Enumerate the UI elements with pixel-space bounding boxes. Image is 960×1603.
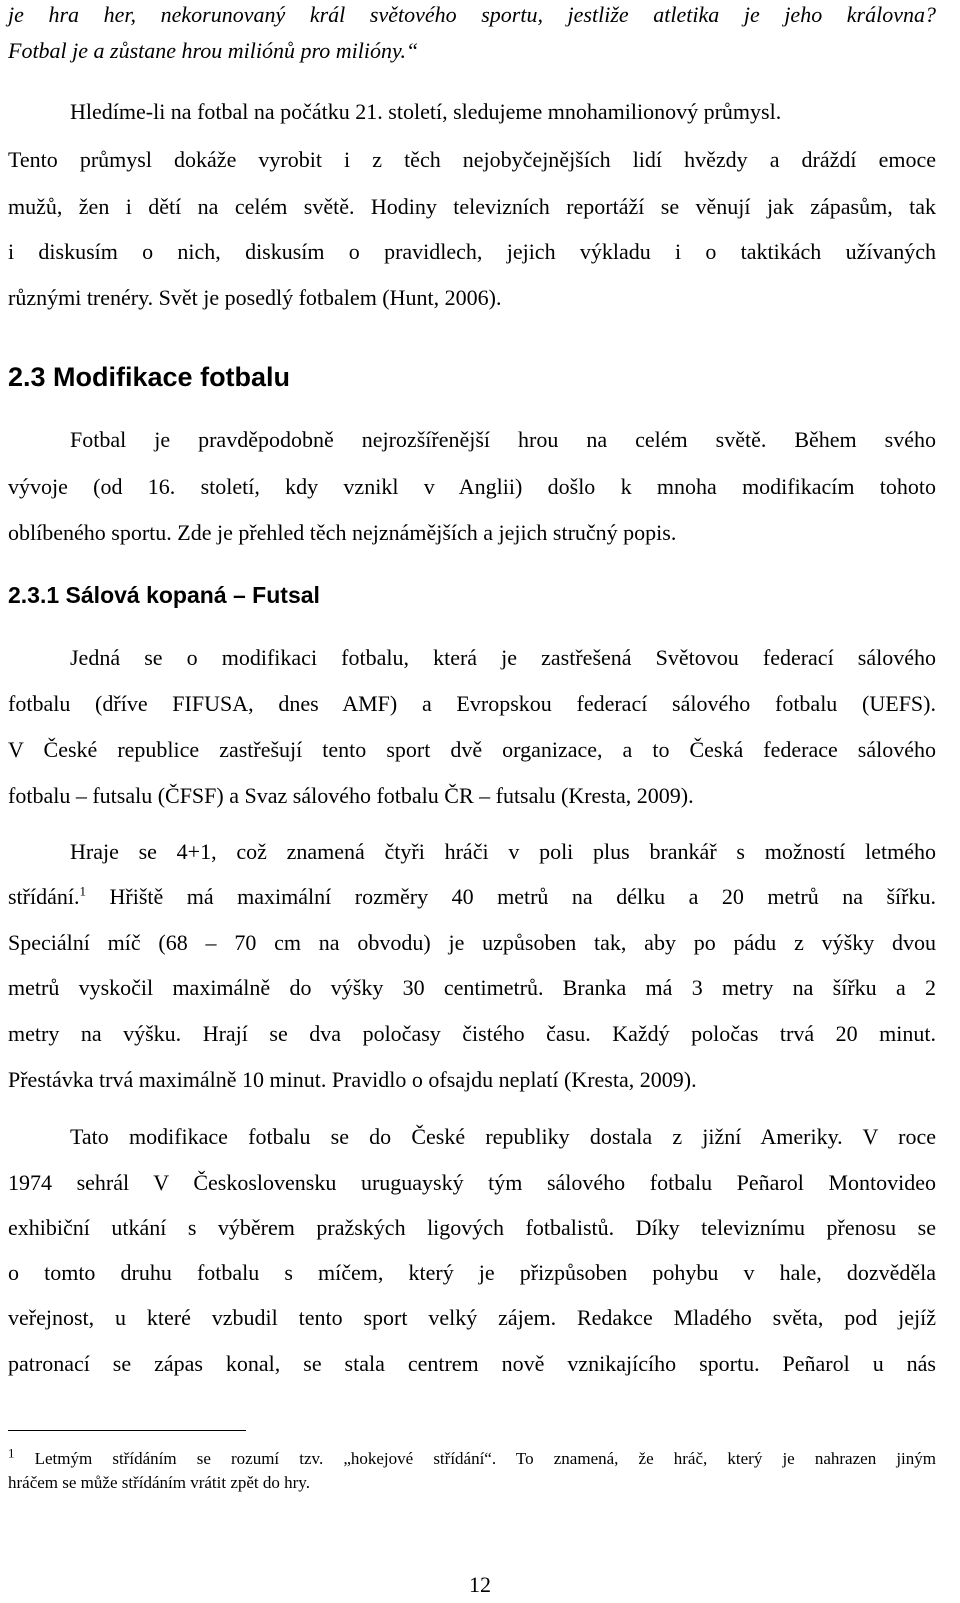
paragraph-line: vývoje (od 16. století, kdy vznikl v Anglii) došlo k mnoha modifikacím tohoto <box>8 474 936 499</box>
paragraph-line: Fotbal je pravděpodobně nejrozšířenější hrou na celém světě. Během svého <box>70 427 936 452</box>
paragraph-line: Hledíme-li na fotbal na počátku 21. století, sledujeme mnohamilionový průmysl. <box>70 99 782 124</box>
paragraph-line: fotbalu (dříve FIFUSA, dnes AMF) a Evropskou federací sálového fotbalu (UEFS). <box>8 691 936 716</box>
paragraph-text: střídání. <box>8 884 80 909</box>
paragraph-line: oblíbeného sportu. Zde je přehled těch nejznámějších a jejich stručný popis. <box>8 520 677 545</box>
paragraph-text: Hřiště má maximální rozměry 40 metrů na délku a 20 metrů na šířku. <box>86 884 936 909</box>
paragraph-line: exhibiční utkání s výběrem pražských ligových fotbalistů. Díky televiznímu přenosu se <box>8 1215 936 1240</box>
paragraph-line: metry na výšku. Hrají se dva poločasy čistého času. Každý poločas trvá 20 minut. <box>8 1021 936 1046</box>
paragraph-line: veřejnost, u které vzbudil tento sport velký zájem. Redakce Mladého světa, pod jejíž <box>8 1305 936 1330</box>
footnote-marker: 1 <box>8 1445 15 1461</box>
quote-line: je hra her, nekorunovaný král světového sportu, jestliže atletika je jeho královna? <box>8 2 936 27</box>
footnote-line: hráčem se může střídáním vrátit zpět do hry. <box>8 1473 310 1492</box>
paragraph-line: Přestávka trvá maximálně 10 minut. Pravidlo o ofsajdu neplatí (Kresta, 2009). <box>8 1067 697 1092</box>
paragraph-line: i diskusím o nich, diskusím o pravidlech, jejich výkladu i o taktikách užívaných <box>8 239 936 264</box>
paragraph-line: Jedná se o modifikaci fotbalu, která je zastřešená Světovou federací sálového <box>70 645 936 670</box>
paragraph-line: o tomto druhu fotbalu s míčem, který je přizpůsoben pohybu v hale, dozvěděla <box>8 1260 936 1285</box>
paragraph-line: mužů, žen i dětí na celém světě. Hodiny televizních reportáží se věnují jak zápasům, tak <box>8 194 936 219</box>
section-heading: 2.3 Modifikace fotbalu <box>8 362 291 392</box>
paragraph-line: V České republice zastřešují tento sport dvě organizace, a to Česká federace sálového <box>8 737 936 762</box>
paragraph-line <box>8 882 936 912</box>
footnote-separator <box>8 1430 246 1431</box>
footnote-line <box>8 1447 936 1471</box>
paragraph-line: fotbalu – futsalu (ČFSF) a Svaz sálového fotbalu ČR – futsalu (Kresta, 2009). <box>8 783 694 808</box>
quote-line: Fotbal je a zůstane hrou miliónů pro milióny.“ <box>8 38 419 63</box>
paragraph-line: 1974 sehrál V Československu uruguayský tým sálového fotbalu Peñarol Montovideo <box>8 1170 936 1195</box>
footnote-reference: 1 <box>79 883 86 899</box>
paragraph-line: patronací se zápas konal, se stala centrem nově vznikajícího sportu. Peñarol u nás <box>8 1351 936 1376</box>
page-number: 12 <box>469 1572 491 1597</box>
footnote-text: Letmým střídáním se rozumí tzv. „hokejové střídání“. To znamená, že hráč, který je nahrazen jiným <box>14 1449 936 1468</box>
subsection-heading: 2.3.1 Sálová kopaná – Futsal <box>8 582 320 608</box>
paragraph-line: metrů vyskočil maximálně do výšky 30 centimetrů. Branka má 3 metry na šířku a 2 <box>8 975 936 1000</box>
paragraph-line: Tato modifikace fotbalu se do České republiky dostala z jižní Ameriky. V roce <box>70 1124 936 1149</box>
paragraph-line: různými trenéry. Svět je posedlý fotbalem (Hunt, 2006). <box>8 285 502 310</box>
paragraph-line: Tento průmysl dokáže vyrobit i z těch nejobyčejnějších lidí hvězdy a dráždí emoce <box>8 147 936 172</box>
paragraph-line: Speciální míč (68 – 70 cm na obvodu) je uzpůsoben tak, aby po pádu z výšky dvou <box>8 930 936 955</box>
paragraph-line: Hraje se 4+1, což znamená čtyři hráči v poli plus brankář s možností letmého <box>70 839 936 864</box>
